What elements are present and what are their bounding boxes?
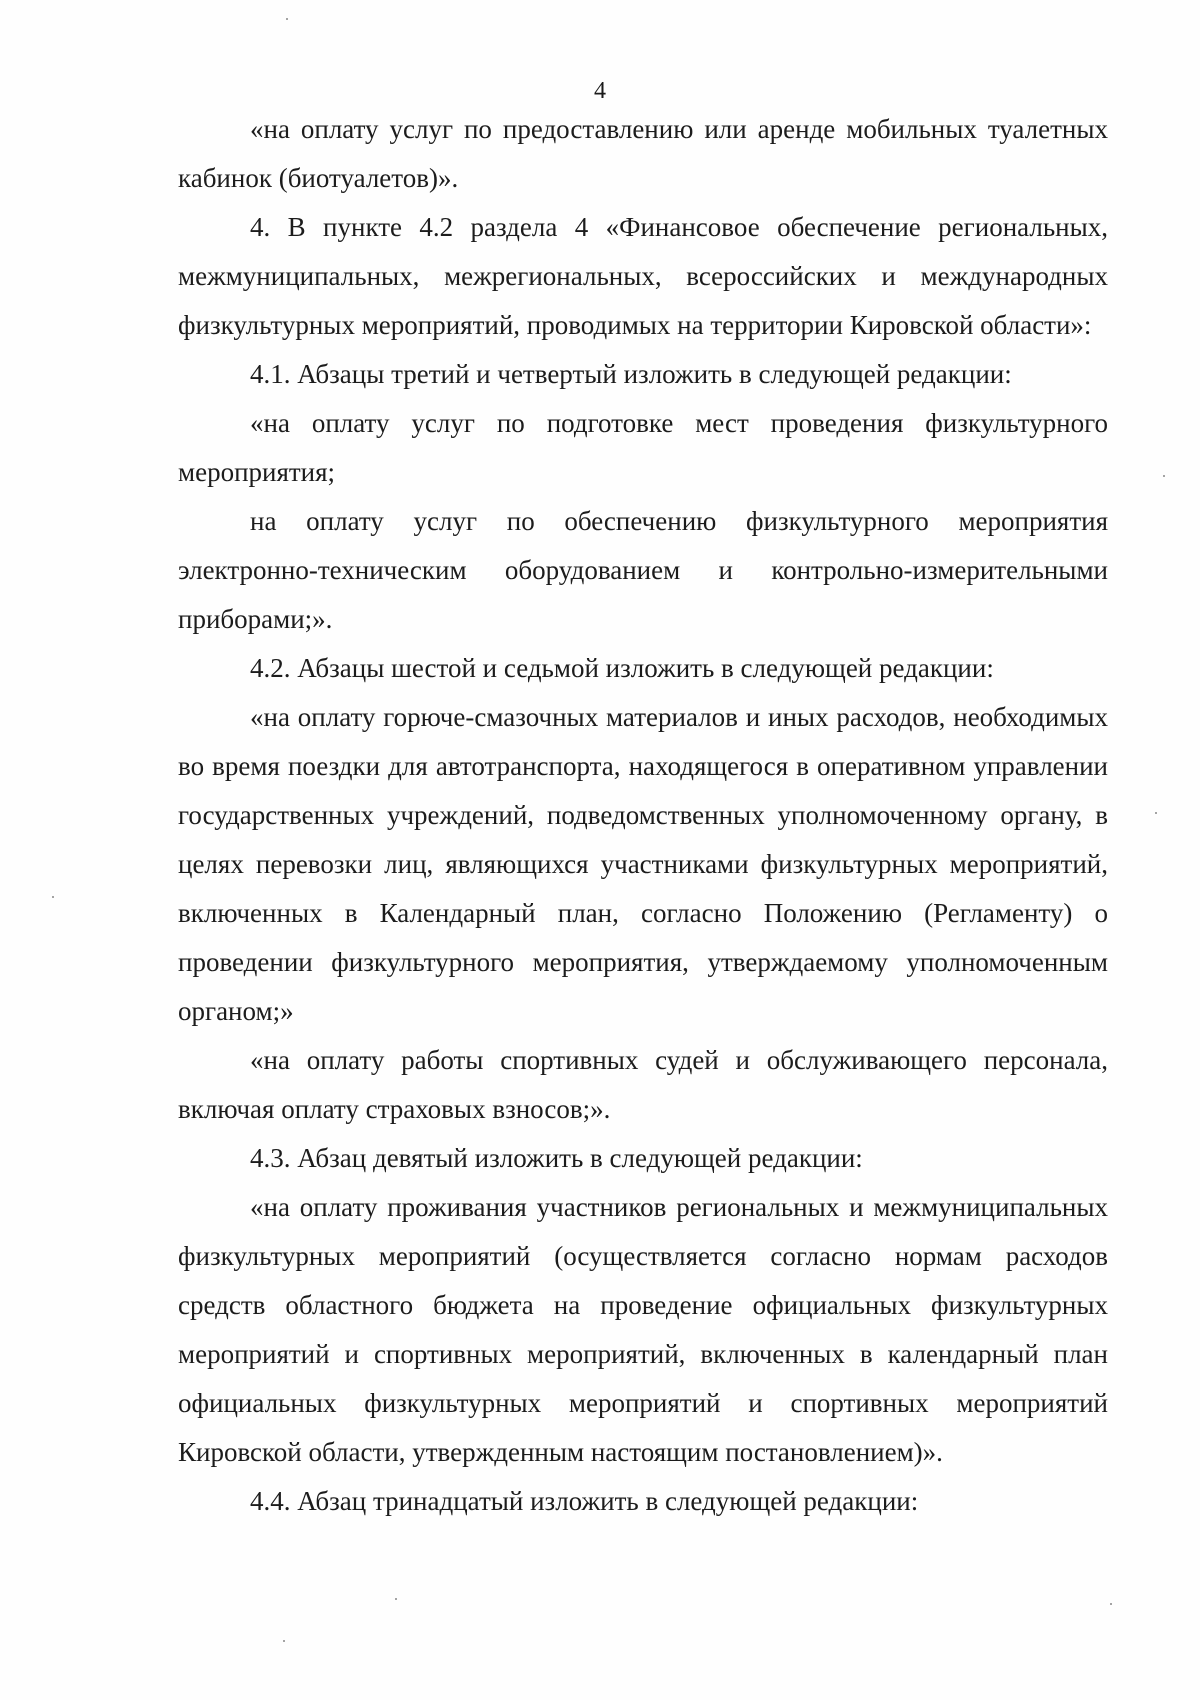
scan-speck [283,1640,285,1642]
paragraph: 4.4. Абзац тринадцатый изложить в следующей редакции: [250,1486,919,1516]
document-body [178,105,1108,1526]
paragraph: 4.3. Абзац девятый изложить в следующей редакции: [250,1143,863,1173]
paragraph: «на оплату услуг по подготовке мест проведения физкультурного мероприятия; [178,408,1108,487]
scan-speck [286,18,288,20]
paragraph: 4. В пункте 4.2 раздела 4 «Финансовое обеспечение региональных, межмуниципальных, межрегиональных, всероссийских и международных физкультурных мероприятий, проводимых на территории Кировской области»: [178,212,1108,340]
paragraph: 4.1. Абзацы третий и четвертый изложить в следующей редакции: [250,359,1012,389]
paragraph: «на оплату работы спортивных судей и обслуживающего персонала, включая оплату страховых взносов;». [178,1045,1108,1124]
paragraph: «на оплату проживания участников региональных и межмуниципальных физкультурных мероприятий (осуществляется согласно нормам расходов средств областного бюджета на проведение официальных физкультурных мероприятий и спортивных мероприятий, включенных в календарный план официальных физкультурных мероприятий и спортивных мероприятий Кировской области, утвержденным настоящим постановлением)». [178,1192,1108,1467]
scan-speck [1110,1603,1112,1605]
scan-speck [52,896,54,898]
paragraph: «на оплату горюче-смазочных материалов и иных расходов, необходимых во время поездки для автотранспорта, находящегося в оперативном управлении государственных учреждений, подведомственных уполномоченному органу, в целях перевозки лиц, являющихся участниками физкультурных мероприятий, включенных в Календарный план, согласно Положению (Регламенту) о проведении физкультурного мероприятия, утверждаемому уполномоченным органом;» [178,702,1108,1026]
paragraph: на оплату услуг по обеспечению физкультурного мероприятия электронно-техническим оборудованием и контрольно-измерительными приборами;». [178,506,1108,634]
page-number: 4 [594,78,606,104]
paragraph: «на оплату услуг по предоставлению или аренде мобильных туалетных кабинок (биотуалетов)». [178,114,1108,193]
scan-speck [1155,812,1157,814]
scan-speck [395,1598,397,1600]
paragraph: 4.2. Абзацы шестой и седьмой изложить в следующей редакции: [250,653,994,683]
scan-speck [1163,475,1165,477]
